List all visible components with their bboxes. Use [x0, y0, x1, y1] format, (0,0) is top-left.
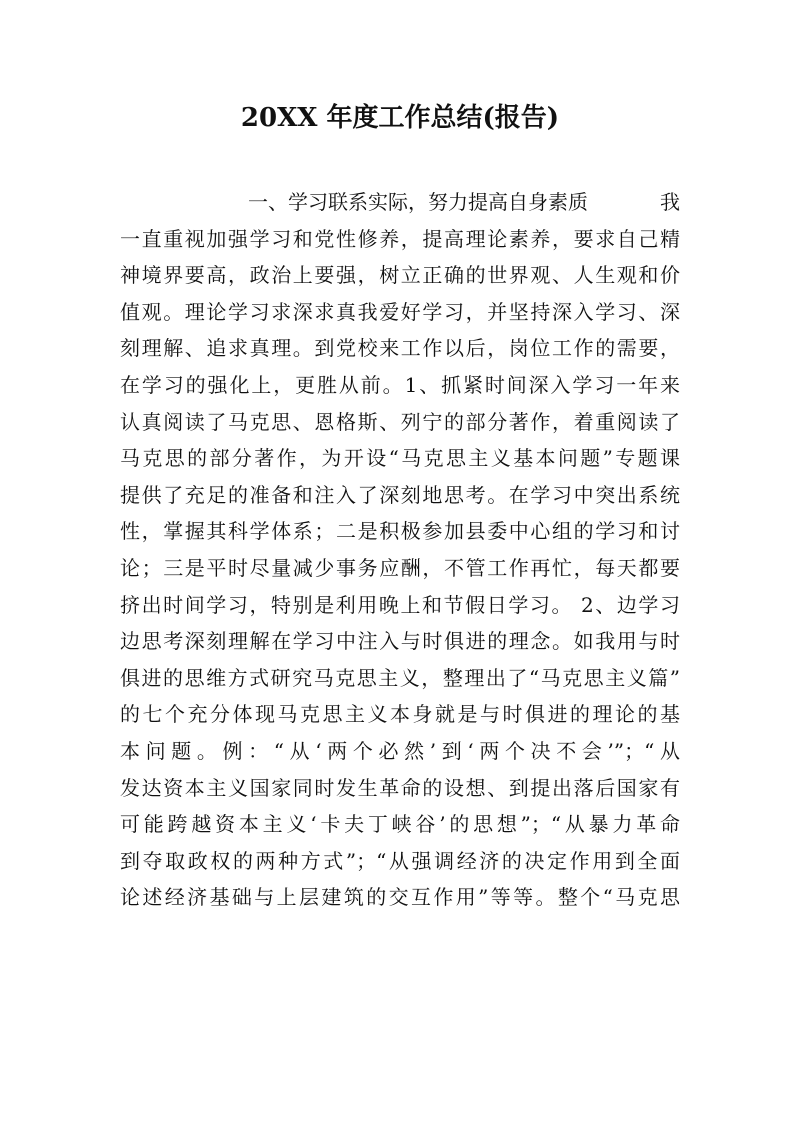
body-line: 发达资本主义国家同时发生革命的设想、到提出落后国家有 — [120, 775, 680, 800]
body-line: 刻理解、追求真理。到党校来工作以后，岗位工作的需要， — [120, 336, 680, 361]
body-line: 在学习的强化上，更胜从前。1、抓紧时间深入学习一年来 — [120, 372, 680, 397]
body-line: 马克思的部分著作，为开设“马克思主义基本问题”专题课 — [120, 446, 680, 471]
body-line: 神境界要高，政治上要强，树立正确的世界观、人生观和价 — [120, 263, 680, 288]
body-line: 论述经济基础与上层建筑的交互作用”等等。整个“马克思 — [120, 885, 680, 910]
body-line: 认真阅读了马克思、恩格斯、列宁的部分著作，着重阅读了 — [120, 409, 680, 434]
body-line: 值观。理论学习求深求真我爱好学习，并坚持深入学习、深 — [120, 299, 680, 324]
section-heading: 一、学习联系实际，努力提高自身素质 — [248, 190, 588, 214]
body-line: 提供了充足的准备和注入了深刻地思考。在学习中突出系统 — [120, 482, 680, 507]
document-body — [120, 184, 680, 916]
first-line-tail: 我 — [660, 190, 680, 214]
body-line: 俱进的思维方式研究马克思主义，整理出了“马克思主义篇” — [120, 665, 680, 690]
body-line: 本问题。例：“从‘两个必然’到‘两个决不会’”；“从 — [120, 738, 680, 763]
body-line: 一直重视加强学习和党性修养，提高理论素养，要求自己精 — [120, 226, 680, 251]
body-line: 挤出时间学习，特别是利用晚上和节假日学习。 2、边学习 — [120, 592, 680, 617]
body-line: 边思考深刻理解在学习中注入与时俱进的理念。如我用与时 — [120, 629, 680, 654]
body-line: 性，掌握其科学体系；二是积极参加县委中心组的学习和讨 — [120, 519, 680, 544]
body-line: 论；三是平时尽量减少事务应酬，不管工作再忙，每天都要 — [120, 555, 680, 580]
section-heading-line — [120, 184, 680, 221]
body-line: 的七个充分体现马克思主义本身就是与时俱进的理论的基 — [120, 702, 680, 727]
document-title: 20XX 年度工作总结(报告) — [240, 103, 560, 133]
body-line: 到夺取政权的两种方式”；“从强调经济的决定作用到全面 — [120, 848, 680, 873]
body-line: 可能跨越资本主义‘卡夫丁峡谷’的思想”；“从暴力革命 — [120, 812, 680, 837]
